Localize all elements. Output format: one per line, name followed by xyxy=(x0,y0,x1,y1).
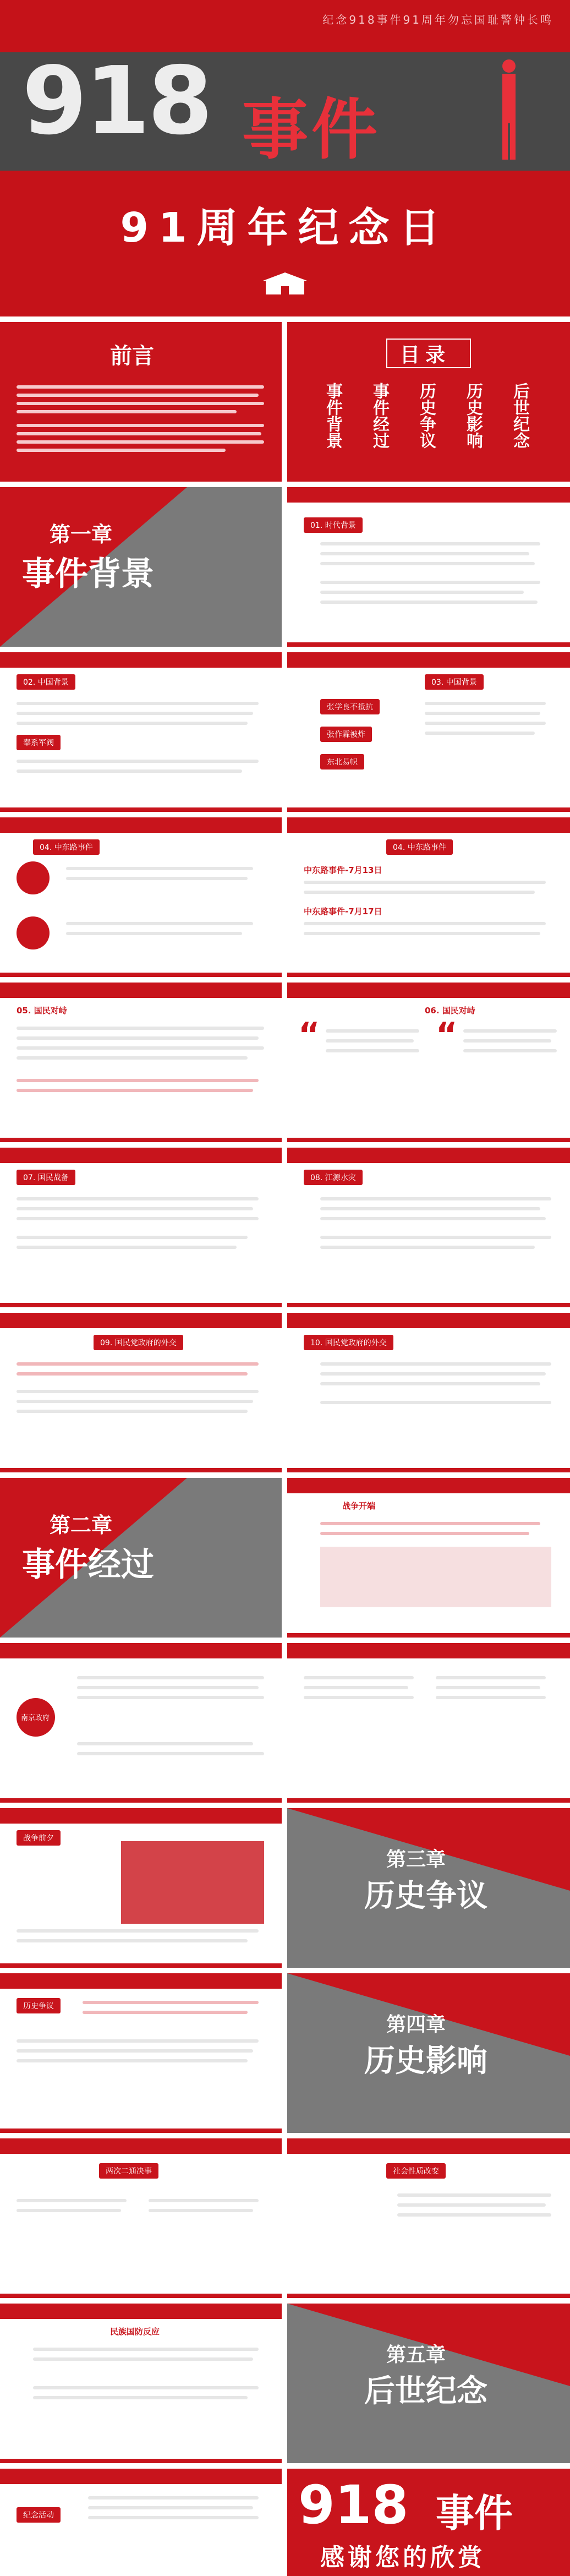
slide-11-title: 战争开端 xyxy=(342,1501,376,1511)
slide-08-title: 08. 江源水灾 xyxy=(304,1170,363,1185)
slide-09 xyxy=(0,1313,282,1472)
slide-03-tag-1: 张学良不抵抗 xyxy=(320,699,380,714)
contents-item-1: 事件背景 xyxy=(323,383,342,449)
slide-15 xyxy=(0,2138,282,2298)
ending-event-title: 事件 xyxy=(436,2491,513,2536)
slide-06-title: 06. 国民对峙 xyxy=(425,1006,475,1016)
slide-01-title: 01. 时代背景 xyxy=(304,517,363,533)
chapter-2-number: 第二章 xyxy=(50,1513,113,1537)
chapter-1-number: 第一章 xyxy=(50,522,113,547)
slide-16 xyxy=(287,2138,570,2298)
slide-04-event-b: 中东路事件-7月17日 xyxy=(304,907,382,916)
slide-12-title: 南京政府 xyxy=(21,1714,50,1722)
slide-03-tag-2: 张作霖被炸 xyxy=(320,727,372,742)
chapter-5-title: 后世纪念 xyxy=(364,2373,487,2409)
slide-04-right xyxy=(287,817,570,977)
chapter-1-title: 事件背景 xyxy=(22,555,154,593)
slide-02-title: 02. 中国背景 xyxy=(17,674,75,690)
slide-10 xyxy=(287,1313,570,1472)
chapter-5-number: 第五章 xyxy=(386,2344,446,2366)
slide-10-title: 10. 国民党政府的外交 xyxy=(304,1335,393,1350)
ending-thanks: 感谢您的欣赏 xyxy=(320,2544,485,2572)
slide-17 xyxy=(0,2304,282,2463)
chapter-5-slide xyxy=(287,2304,570,2463)
hero-subtitle: 91周年纪念日 xyxy=(120,204,450,252)
preface-slide xyxy=(0,322,282,482)
ending-918: 918 xyxy=(298,2474,409,2536)
chapter-2-title: 事件经过 xyxy=(22,1546,154,1584)
slide-17-title: 民族国防反应 xyxy=(110,2327,160,2337)
slide-18-title: 纪念活动 xyxy=(17,2507,61,2523)
slide-16-title: 社会性质改变 xyxy=(386,2163,446,2179)
slide-03-title: 03. 中国背景 xyxy=(425,674,484,690)
contents-item-3: 历史争议 xyxy=(416,383,436,449)
slide-03-tag-3: 东北易帜 xyxy=(320,754,364,769)
slide-08 xyxy=(287,1148,570,1307)
slide-04-title: 04. 中东路事件 xyxy=(33,839,100,855)
slide-06: 06. 国民对峙 “ “ xyxy=(287,983,570,1142)
chapter-1-slide xyxy=(0,487,282,647)
slide-04-event-a: 中东路事件-7月13日 xyxy=(304,865,382,875)
title-slide xyxy=(0,0,570,316)
slide-14-title: 历史争议 xyxy=(17,1998,61,2013)
chapter-3-number: 第三章 xyxy=(386,1848,446,1871)
preface-title: 前言 xyxy=(110,343,154,369)
slide-14 xyxy=(0,1973,282,2133)
slide-02 xyxy=(0,652,282,812)
chapter-3-slide xyxy=(287,1808,570,1968)
slide-01 xyxy=(287,487,570,647)
ending-slide xyxy=(287,2469,570,2576)
slide-12 xyxy=(0,1643,282,1803)
contents-item-2: 事件经过 xyxy=(370,383,389,449)
slide-04b-title: 04. 中东路事件 xyxy=(386,839,453,855)
slide-18 xyxy=(0,2469,282,2576)
slide-05-title: 05. 国民对峙 xyxy=(17,1006,67,1016)
slide-05 xyxy=(0,983,282,1142)
tiananmen-icon xyxy=(260,270,310,297)
chapter-2-slide xyxy=(0,1478,282,1638)
soldier-silhouette-icon xyxy=(492,55,525,165)
chapter-4-slide xyxy=(287,1973,570,2133)
slide-12b xyxy=(287,1643,570,1803)
chapter-3-title: 历史争议 xyxy=(364,1878,487,1914)
contents-slide xyxy=(287,322,570,482)
chapter-4-number: 第四章 xyxy=(386,2013,446,2036)
hero-caption: 纪念918事件91周年勿忘国耻警钟长鸣 xyxy=(322,13,553,26)
slide-07-title: 07. 国民战备 xyxy=(17,1170,75,1185)
slide-09-title: 09. 国民党政府的外交 xyxy=(94,1335,183,1350)
slide-07 xyxy=(0,1148,282,1307)
slide-02-subtag: 奉系军阀 xyxy=(17,735,61,750)
contents-item-5: 后世纪念 xyxy=(510,383,529,449)
slide-15-title: 两次二通决事 xyxy=(99,2163,158,2179)
slide-11 xyxy=(287,1478,570,1638)
slide-13 xyxy=(0,1808,282,1968)
hero-918: 918 xyxy=(22,47,211,156)
hero-event-title: 事件 xyxy=(242,92,381,168)
slide-03 xyxy=(287,652,570,812)
slide-04-left xyxy=(0,817,282,977)
contents-item-4: 历史影响 xyxy=(463,383,483,449)
chapter-4-title: 历史影响 xyxy=(364,2043,487,2079)
slide-13-title: 战争前夕 xyxy=(17,1830,61,1846)
contents-title: 目录 xyxy=(400,344,451,367)
